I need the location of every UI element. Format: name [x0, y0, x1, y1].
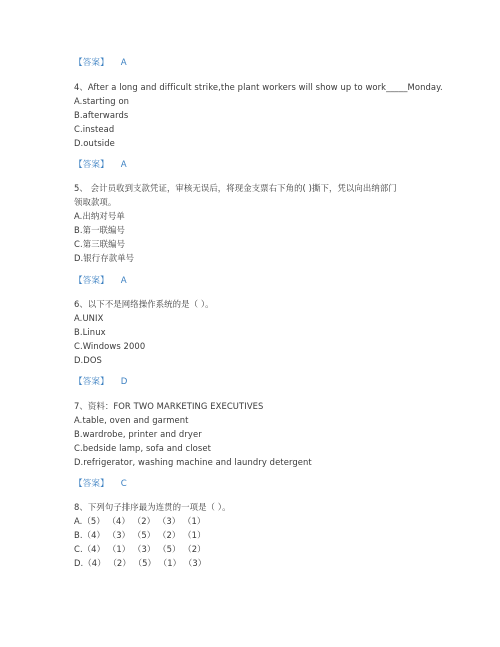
question-5-answer [74, 276, 127, 287]
question-8-option-a: A.（5） （4） （2） （3） （1） [74, 516, 206, 526]
answer-label: 【答案】 [74, 58, 109, 68]
answer-value: D [120, 377, 128, 387]
question-7-option-c: C.bedside lamp, sofa and closet [74, 443, 211, 453]
question-8-option-c: C.（4） （1） （3） （5） （2） [74, 544, 206, 554]
question-6-option-a: A.UNIX [74, 313, 104, 323]
answer-line [74, 58, 127, 69]
question-7-text: 7、资料：FOR TWO MARKETING EXECUTIVES [74, 401, 264, 411]
question-8-text: 8、下列句子排序最为连贯的一项是（ ）。 [74, 502, 231, 512]
answer-label: 【答案】 [74, 160, 109, 170]
question-8-option-d: D.（4） （2） （5） （1） （3） [74, 558, 207, 568]
answer-value: A [120, 276, 127, 286]
question-5-text-cont: 领取款项。 [74, 197, 117, 207]
answer-label: 【答案】 [74, 479, 109, 489]
question-5-option-d: D.银行存款单号 [74, 253, 135, 263]
question-5-option-b: B.第一联编号 [74, 225, 125, 235]
question-5-text: 5、 会计员收到支款凭证，审核无误后，将现金支票右下角的( )撕下，凭以向出纳部门 [74, 183, 397, 193]
question-7-option-b: B.wardrobe, printer and dryer [74, 429, 202, 439]
question-6-option-b: B.Linux [74, 327, 106, 337]
answer-label: 【答案】 [74, 377, 109, 387]
question-5-option-a: A.出纳对号单 [74, 211, 125, 221]
question-6-text: 6、以下不是网络操作系统的是（ ）。 [74, 299, 214, 309]
question-6-option-c: C.Windows 2000 [74, 341, 146, 351]
question-4-option-b: B.afterwards [74, 110, 129, 120]
question-5-option-c: C.第三联编号 [74, 239, 126, 249]
question-4-option-d: D.outside [74, 138, 115, 148]
answer-label: 【答案】 [74, 276, 109, 286]
question-6-option-d: D.DOS [74, 355, 102, 365]
question-7-option-a: A.table, oven and garment [74, 415, 189, 425]
question-8-option-b: B.（4） （3） （5） （2） （1） [74, 530, 206, 540]
question-4-option-a: A.starting on [74, 96, 130, 106]
answer-value: A [120, 160, 127, 170]
question-7-answer [74, 479, 127, 490]
question-7-option-d: D.refrigerator, washing machine and laundry detergent [74, 457, 312, 467]
answer-value: C [120, 479, 127, 489]
question-4-answer [74, 160, 127, 171]
answer-value: A [120, 58, 127, 68]
question-6-answer [74, 377, 128, 388]
question-4-option-c: C.instead [74, 124, 115, 134]
question-4-text: 4、After a long and difficult strike,the plant workers will show up to work_____Monday. [74, 82, 443, 92]
